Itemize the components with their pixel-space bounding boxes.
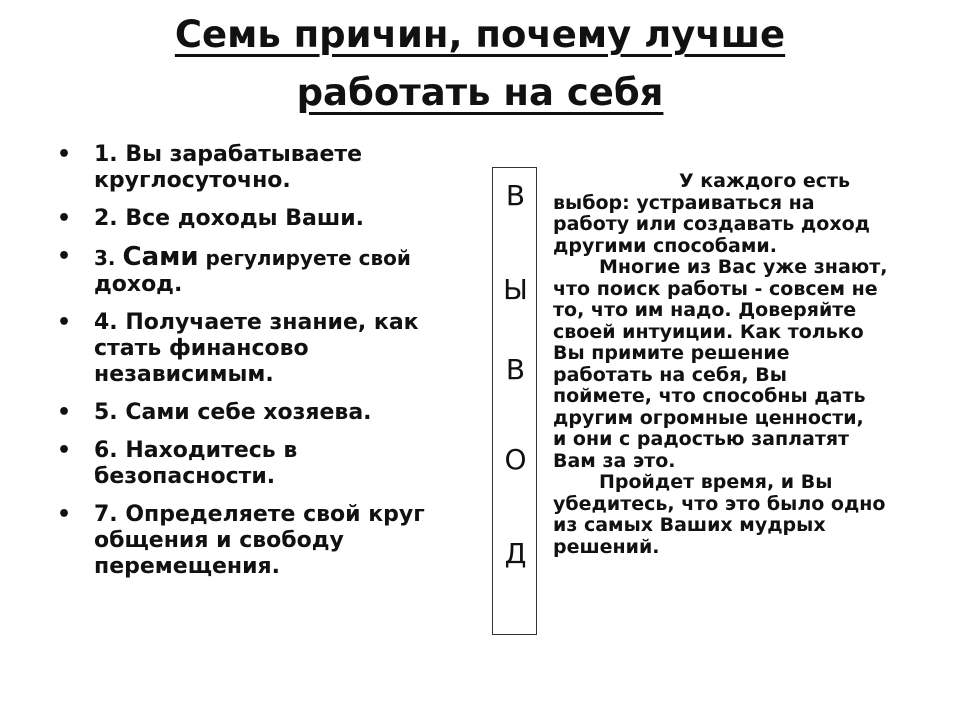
slide-title (0, 6, 960, 122)
conclusion-text (553, 171, 913, 558)
emphasis-word: Сами (122, 242, 199, 272)
bullet-icon: • (57, 400, 72, 425)
bullet-icon: • (57, 502, 72, 527)
bullet-icon: • (57, 438, 72, 463)
title-line-2: работать на себя (296, 71, 664, 114)
reasons-list (40, 142, 460, 592)
bullet-icon: • (57, 244, 72, 269)
reason-item-5: • 5. Сами себе хозяева. (57, 400, 372, 425)
reason-item-4: • 4. Получаете знание, как стать финансово независимым. (57, 310, 419, 387)
bullet-icon: • (57, 142, 72, 167)
reason-item-1: • 1. Вы зарабатываете круглосуточно. (57, 142, 363, 193)
conclusion-label-box (492, 167, 537, 635)
reason-item-2: • 2. Все доходы Ваши. (57, 206, 364, 231)
conclusion-letter: О (504, 443, 527, 476)
conclusion-paragraph-2: Многие из Вас уже знают, что поиск работы - совсем не то, что им надо. Доверяйте своей интуиции. Как только Вы примите решение работать на себя, Вы поймете, что способны дать другим огромные ценности, и они с радостью заплатят Вам за это. (553, 256, 888, 472)
reason-item-6: • 6. Находитесь в безопасности. (57, 438, 298, 489)
conclusion-letter: В (505, 353, 526, 386)
conclusion-letter: Д (504, 537, 527, 570)
title-line-1: Семь причин, почему лучше (174, 13, 786, 56)
bullet-icon: • (57, 310, 72, 335)
conclusion-paragraph-1: У каждого есть выбор: устраиваться на работу или создавать доход другими способами. (553, 170, 870, 257)
bullet-icon: • (57, 206, 72, 231)
conclusion-paragraph-3: Пройдет время, и Вы убедитесь, что это было одно из самых Ваших мудрых решений. (553, 471, 886, 558)
conclusion-letter: Ы (503, 273, 528, 306)
reason-item-7: • 7. Определяете свой круг общения и свободу перемещения. (57, 502, 425, 579)
conclusion-letter: В (505, 179, 526, 212)
reason-item-3: • 3. Сами регулируете свой доход. (57, 242, 411, 297)
